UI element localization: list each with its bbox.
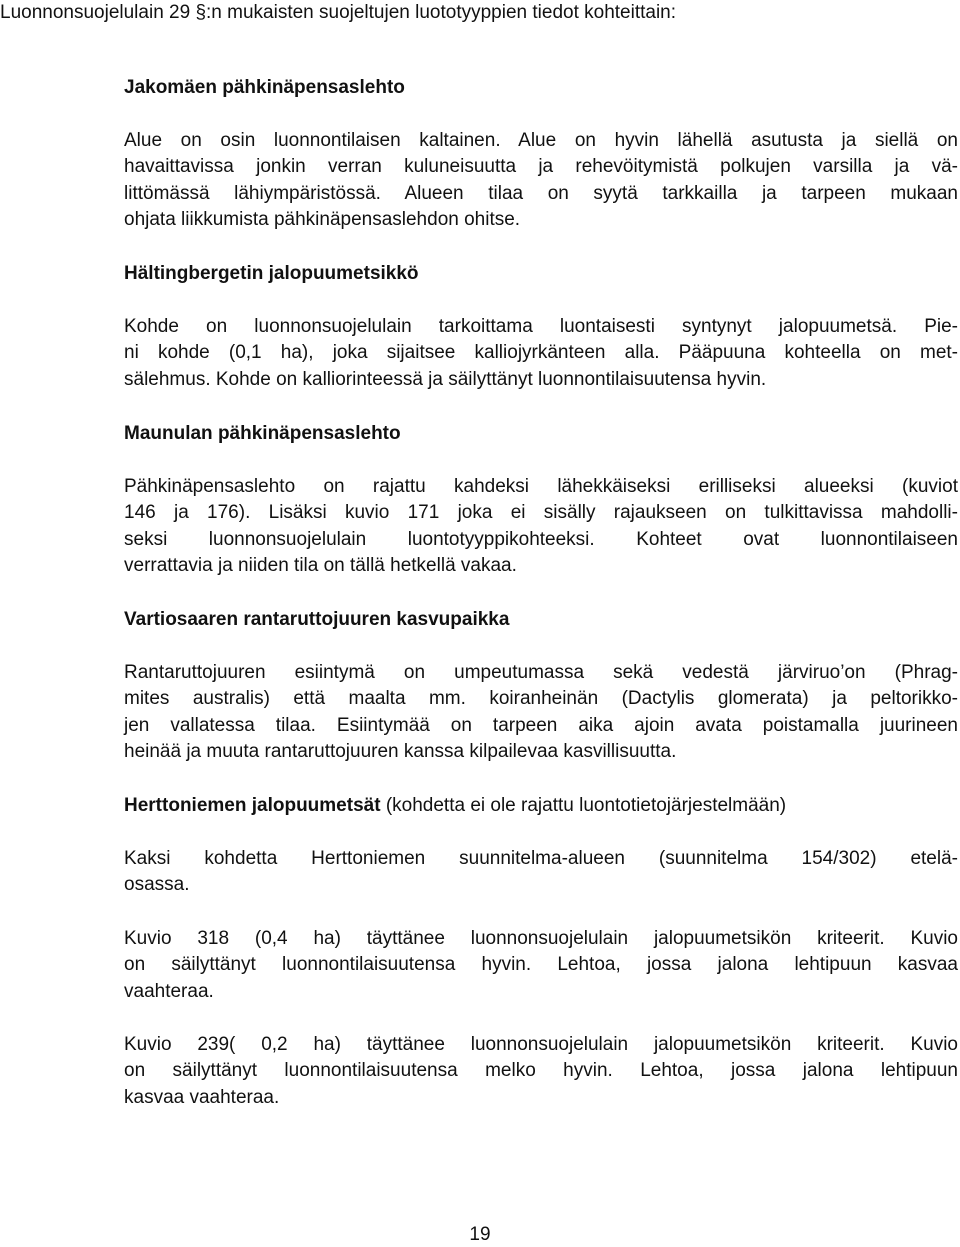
page-header: Luonnonsuojelulain 29 §:n mukaisten suojeltujen luototyyppien tiedot kohteittain:: [0, 2, 677, 23]
text-line: verrattavia ja niiden tila on tällä hetkellä vakaa.: [124, 555, 517, 577]
section-paragraph-kuvio-318: [124, 926, 958, 1005]
section-paragraph-kuvio-239: [124, 1032, 958, 1111]
section-heading-jakomaki: Jakomäen pähkinäpensaslehto: [124, 77, 405, 98]
text-line: Kuvio 318 (0,4 ha) täyttänee luonnonsuojelulain jalopuumetsikön kriteerit. Kuvio: [124, 928, 958, 949]
text-line: Kuvio 239( 0,2 ha) täyttänee luonnonsuojelulain jalopuumetsikön kriteerit. Kuvio: [124, 1034, 958, 1055]
text-line: Kaksi kohdetta Herttoniemen suunnitelma-alueen (suunnitelma 154/302) etelä-: [124, 848, 958, 869]
text-line: kasvaa vaahteraa.: [124, 1086, 280, 1108]
section-heading-haltingberget: Hältingbergetin jalopuumetsikkö: [124, 263, 419, 284]
text-line: mites australis) että maalta mm. koiranheinän (Dactylis glomerata) ja peltorikko-: [124, 688, 958, 710]
section-heading-note: (kohdetta ei ole rajattu luontotietojärjestelmään): [380, 795, 787, 816]
text-line: ni kohde (0,1 ha), joka sijaitsee kalliojyrkänteen alla. Pääpuuna kohteella on met-: [124, 342, 958, 364]
section-paragraph-vartiosaari: [124, 660, 958, 766]
text-line: sälehmus. Kohde on kalliorinteessä ja säilyttänyt luonnontilaisuutensa hyvin.: [124, 368, 767, 390]
text-line: vaahteraa.: [124, 980, 214, 1002]
text-line: on säilyttänyt luonnontilaisuutensa hyvin. Lehtoa, jossa jalona lehtipuun kasvaa: [124, 954, 958, 976]
text-line: Rantaruttojuuren esiintymä on umpeutumassa sekä vedestä järviruo’on (Phrag-: [124, 662, 958, 683]
text-line: on säilyttänyt luonnontilaisuutensa melko hyvin. Lehtoa, jossa jalona lehtipuun: [124, 1060, 958, 1082]
text-line: heinää ja muuta rantaruttojuuren kanssa kilpailevaa kasvillisuutta.: [124, 741, 677, 763]
section-paragraph-herttoniemi-intro: [124, 846, 958, 899]
text-line: Kohde on luonnonsuojelulain tarkoittama luontaisesti syntynyt jalopuumetsä. Pie-: [124, 316, 958, 337]
text-line: littömässä lähiympäristössä. Alueen tilaa on syytä tarkkailla ja tarpeen mukaan: [124, 182, 958, 204]
section-paragraph-haltingberget: [124, 314, 958, 393]
text-line: ohjata liikkumista pähkinäpensaslehdon ohitse.: [124, 209, 521, 231]
text-line: jen vallatessa tilaa. Esiintymää on tarpeen aika ajoin avata poistamalla juurineen: [124, 714, 958, 736]
section-heading-title: Herttoniemen jalopuumetsät: [124, 795, 381, 816]
section-paragraph-maunula: [124, 474, 958, 580]
text-line: seksi luonnonsuojelulain luontotyyppikohteeksi. Kohteet ovat luonnontilaiseen: [124, 528, 958, 550]
section-heading-vartiosaari: Vartiosaaren rantaruttojuuren kasvupaikka: [124, 609, 510, 630]
page-number: 19: [469, 1224, 491, 1245]
text-line: Alue on osin luonnontilaisen kaltainen. Alue on hyvin lähellä asutusta ja siellä on: [124, 130, 958, 151]
section-paragraph-jakomaki: [124, 128, 958, 234]
section-heading-maunula: Maunulan pähkinäpensaslehto: [124, 423, 401, 444]
text-line: havaittavissa jonkin verran kuluneisuutta ja rehevöitymistä polkujen varsilla ja vä-: [124, 156, 958, 178]
section-heading-herttoniemi: [124, 793, 958, 819]
text-line: Pähkinäpensaslehto on rajattu kahdeksi lähekkäiseksi erilliseksi alueeksi (kuviot: [124, 476, 958, 497]
text-line: 146 ja 176). Lisäksi kuvio 171 joka ei sisälly rajaukseen on tulkittavissa mahdolli-: [124, 502, 958, 524]
text-line: osassa.: [124, 874, 190, 896]
